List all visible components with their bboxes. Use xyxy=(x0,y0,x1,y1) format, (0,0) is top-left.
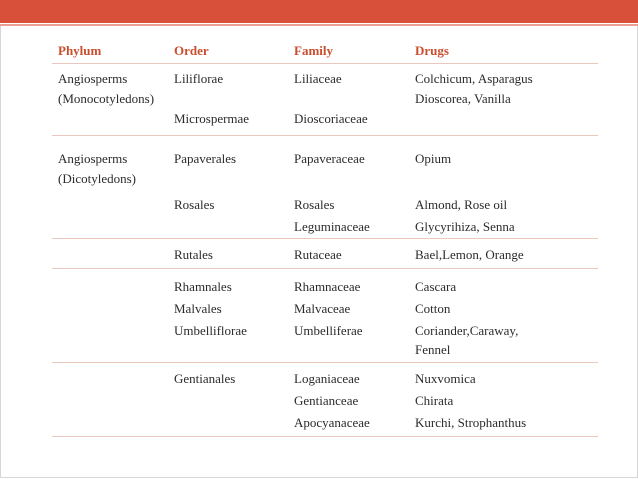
cell-family: Rutaceae xyxy=(294,247,342,262)
header-phylum: Phylum xyxy=(58,43,102,58)
cell-drugs: Bael,Lemon, Orange xyxy=(415,247,524,262)
header-divider xyxy=(52,63,598,64)
cell-family: Leguminaceae xyxy=(294,219,370,234)
slide-top-bar xyxy=(0,0,638,23)
cell-order: Rutales xyxy=(174,247,213,262)
cell-phylum: Angiosperms xyxy=(58,151,128,166)
row-divider xyxy=(52,238,598,239)
cell-order: Malvales xyxy=(174,301,222,316)
header-family: Family xyxy=(294,43,333,58)
cell-family: Umbelliferae xyxy=(294,323,363,338)
cell-family: Rhamnaceae xyxy=(294,279,361,294)
cell-order: Rosales xyxy=(174,197,215,212)
header-order: Order xyxy=(174,43,209,58)
cell-drugs-cont: Dioscorea, Vanilla xyxy=(415,91,511,106)
cell-order: Liliflorae xyxy=(174,71,224,86)
cell-family: Papaveraceae xyxy=(294,151,365,166)
cell-family: Apocyanaceae xyxy=(294,415,370,430)
cell-drugs: Nuxvomica xyxy=(415,371,476,386)
table-bottom-rule xyxy=(52,436,598,437)
cell-drugs: Coriander,Caraway, xyxy=(415,323,519,338)
cell-order: Gentianales xyxy=(174,371,236,386)
cell-order: Umbelliflorae xyxy=(174,323,247,338)
cell-order: Rhamnales xyxy=(174,279,232,294)
row-divider xyxy=(52,362,598,363)
cell-family: Dioscoriaceae xyxy=(294,111,368,126)
cell-drugs: Opium xyxy=(415,151,452,166)
cell-phylum-sub: (Monocotyledons) xyxy=(58,91,155,106)
cell-family: Liliaceae xyxy=(294,71,342,86)
slide-top-accent-line xyxy=(0,24,638,26)
cell-family: Loganiaceae xyxy=(294,371,360,386)
cell-phylum: Angiosperms xyxy=(58,71,128,86)
cell-drugs: Kurchi, Strophanthus xyxy=(415,415,527,430)
cell-drugs: Colchicum, Asparagus xyxy=(415,71,533,86)
cell-order: Papaverales xyxy=(174,151,237,166)
header-drugs: Drugs xyxy=(415,43,449,58)
cell-drugs: Cascara xyxy=(415,279,457,294)
cell-family: Gentianceae xyxy=(294,393,359,408)
cell-phylum-sub: (Dicotyledons) xyxy=(58,171,136,186)
cell-drugs-cont: Fennel xyxy=(415,342,451,357)
cell-order: Microspermae xyxy=(174,111,250,126)
row-divider xyxy=(52,135,598,136)
row-divider xyxy=(52,268,598,269)
cell-drugs: Glycyrihiza, Senna xyxy=(415,219,515,234)
cell-drugs: Almond, Rose oil xyxy=(415,197,508,212)
cell-drugs: Cotton xyxy=(415,301,451,316)
cell-drugs: Chirata xyxy=(415,393,454,408)
cell-family: Rosales xyxy=(294,197,335,212)
cell-family: Malvaceae xyxy=(294,301,351,316)
